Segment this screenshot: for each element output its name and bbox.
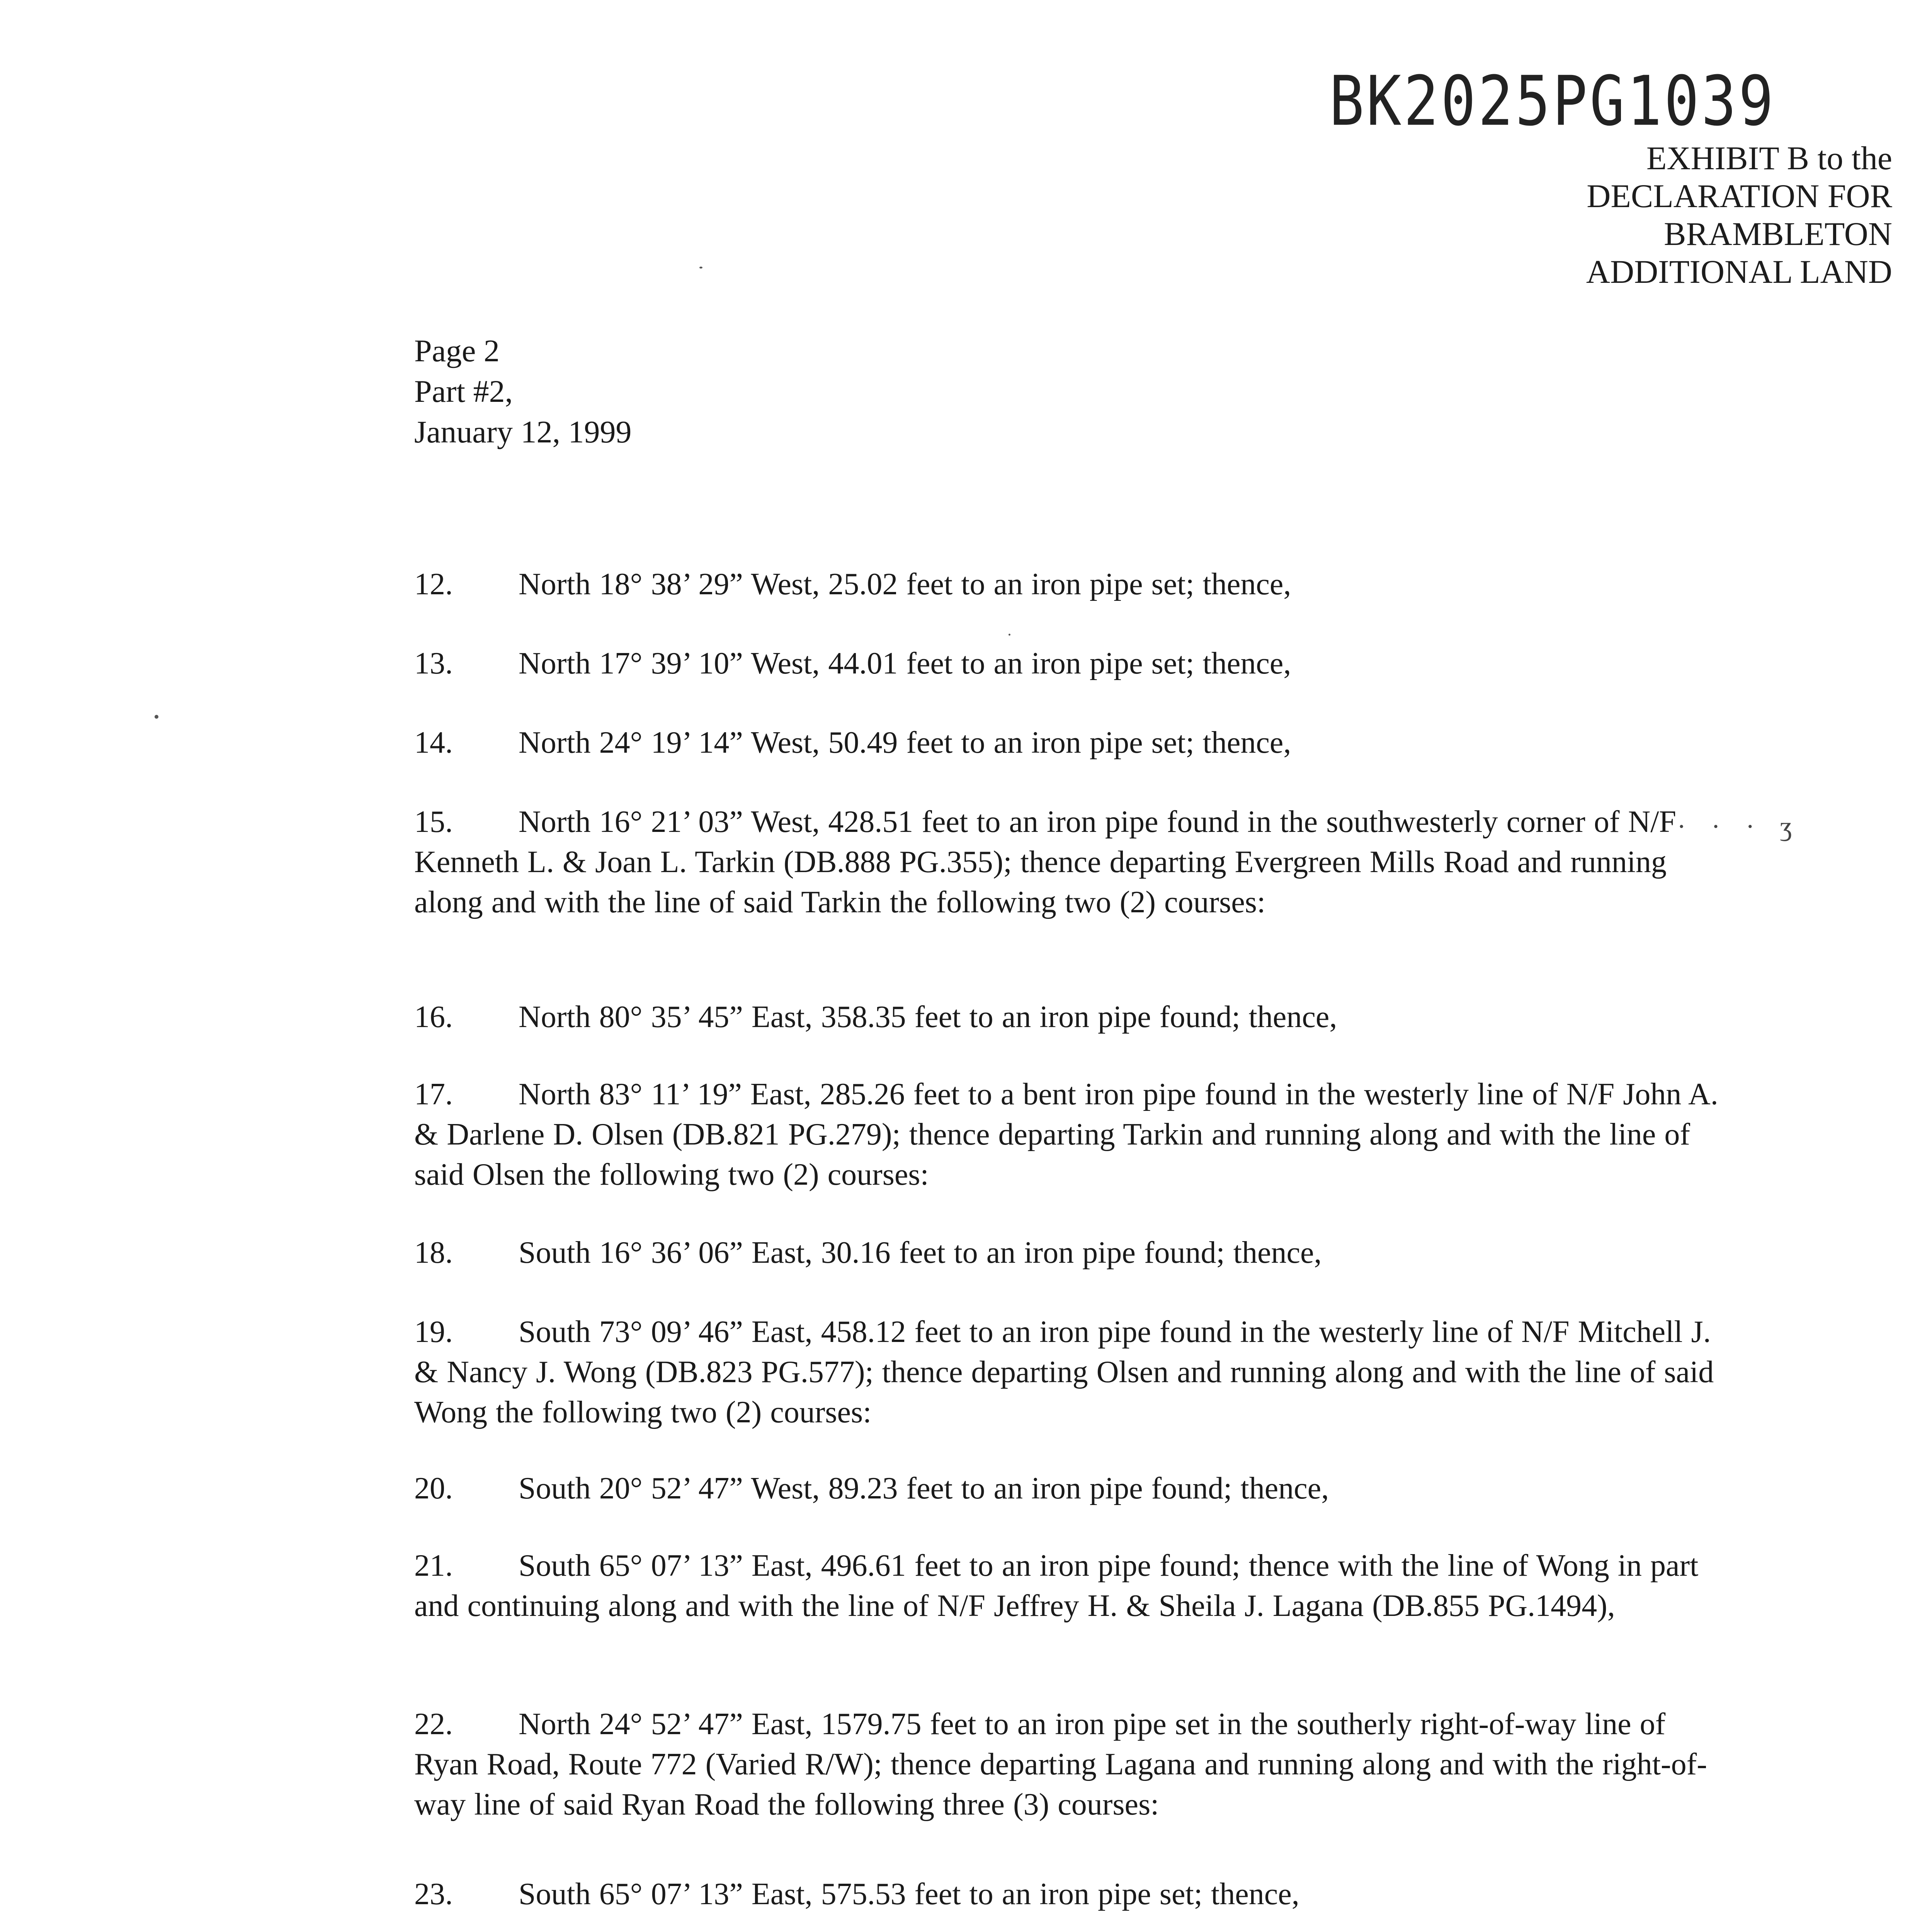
course-item xyxy=(414,1546,1720,1626)
exhibit-line: DECLARATION FOR xyxy=(1587,177,1892,214)
date-label: January 12, 1999 xyxy=(414,414,632,449)
course-number: 20. xyxy=(414,1471,453,1505)
course-number: 19. xyxy=(414,1315,453,1349)
course-item xyxy=(414,1233,1720,1273)
course-item xyxy=(414,802,1720,922)
course-text: North 16° 21’ 03” West, 428.51 feet to an iron pipe found in the southwesterly corner of N/F Kenneth L. & Joan L. Tarkin (DB.888 PG.355); thence departing Evergreen Mills Road and running along and with the line of said Tarkin the following two (2) courses: xyxy=(414,805,1676,919)
course-text: South 73° 09’ 46” East, 458.12 feet to an iron pipe found in the westerly line of N/F Mitchell J. & Nancy J. Wong (DB.823 PG.577); thence departing Olsen and running along and with the line of said Wong the following two (2) courses: xyxy=(414,1315,1714,1429)
scan-margin-mark: · · · ʒ xyxy=(1677,812,1801,842)
course-number: 21. xyxy=(414,1549,453,1583)
exhibit-line: ADDITIONAL LAND xyxy=(1586,253,1892,290)
course-text: South 65° 07’ 13” East, 575.53 feet to an iron pipe set; thence, xyxy=(519,1877,1299,1911)
course-number: 23. xyxy=(414,1877,453,1911)
course-item xyxy=(414,1704,1720,1825)
course-text: North 18° 38’ 29” West, 25.02 feet to an iron pipe set; thence, xyxy=(519,567,1291,601)
exhibit-heading xyxy=(1586,139,1892,291)
course-number: 17. xyxy=(414,1077,453,1111)
course-number: 22. xyxy=(414,1707,453,1741)
book-page-stamp: BK2025PG1039 xyxy=(1329,62,1776,141)
course-text: South 16° 36’ 06” East, 30.16 feet to an iron pipe found; thence, xyxy=(519,1236,1322,1270)
course-number: 15. xyxy=(414,805,453,839)
exhibit-line: EXHIBIT B to the xyxy=(1646,139,1892,177)
scan-speck xyxy=(155,715,158,719)
course-item xyxy=(414,643,1720,684)
course-text: South 20° 52’ 47” West, 89.23 feet to an iron pipe found; thence, xyxy=(519,1471,1329,1505)
course-text: North 83° 11’ 19” East, 285.26 feet to a bent iron pipe found in the westerly line of N/F John A. & Darlene D. Olsen (DB.821 PG.279); thence departing Tarkin and running along and with the line of said Olsen the following two (2) courses: xyxy=(414,1077,1718,1192)
course-text: North 80° 35’ 45” East, 358.35 feet to an iron pipe found; thence, xyxy=(519,1000,1337,1034)
page-label: Page 2 xyxy=(414,333,500,368)
course-item xyxy=(414,1312,1720,1432)
course-number: 13. xyxy=(414,646,453,680)
scan-speck xyxy=(699,267,702,269)
page-header xyxy=(414,330,632,452)
course-text: North 24° 19’ 14” West, 50.49 feet to an iron pipe set; thence, xyxy=(519,726,1291,760)
course-item xyxy=(414,1074,1720,1195)
course-number: 18. xyxy=(414,1236,453,1270)
course-text: North 17° 39’ 10” West, 44.01 feet to an iron pipe set; thence, xyxy=(519,646,1291,680)
course-number: 12. xyxy=(414,567,453,601)
course-number: 16. xyxy=(414,1000,453,1034)
course-text: North 24° 52’ 47” East, 1579.75 feet to an iron pipe set in the southerly right-of-way line of Ryan Road, Route 772 (Varied R/W); thence departing Lagana and running along and with the right-of-way line of said Ryan Road the following three (3) courses: xyxy=(414,1707,1707,1821)
course-item xyxy=(414,564,1720,604)
part-label: Part #2, xyxy=(414,374,513,409)
exhibit-line: BRAMBLETON xyxy=(1664,215,1892,252)
course-number: 14. xyxy=(414,726,453,760)
course-item xyxy=(414,997,1720,1037)
course-item xyxy=(414,1468,1720,1509)
course-item xyxy=(414,1874,1720,1914)
course-item xyxy=(414,723,1720,763)
course-text: South 65° 07’ 13” East, 496.61 feet to an iron pipe found; thence with the line of Wong in part and continuing along and with the line of N/F Jeffrey H. & Sheila J. Lagana (DB.855 PG.1494), xyxy=(414,1549,1699,1623)
scan-speck xyxy=(1009,634,1010,636)
